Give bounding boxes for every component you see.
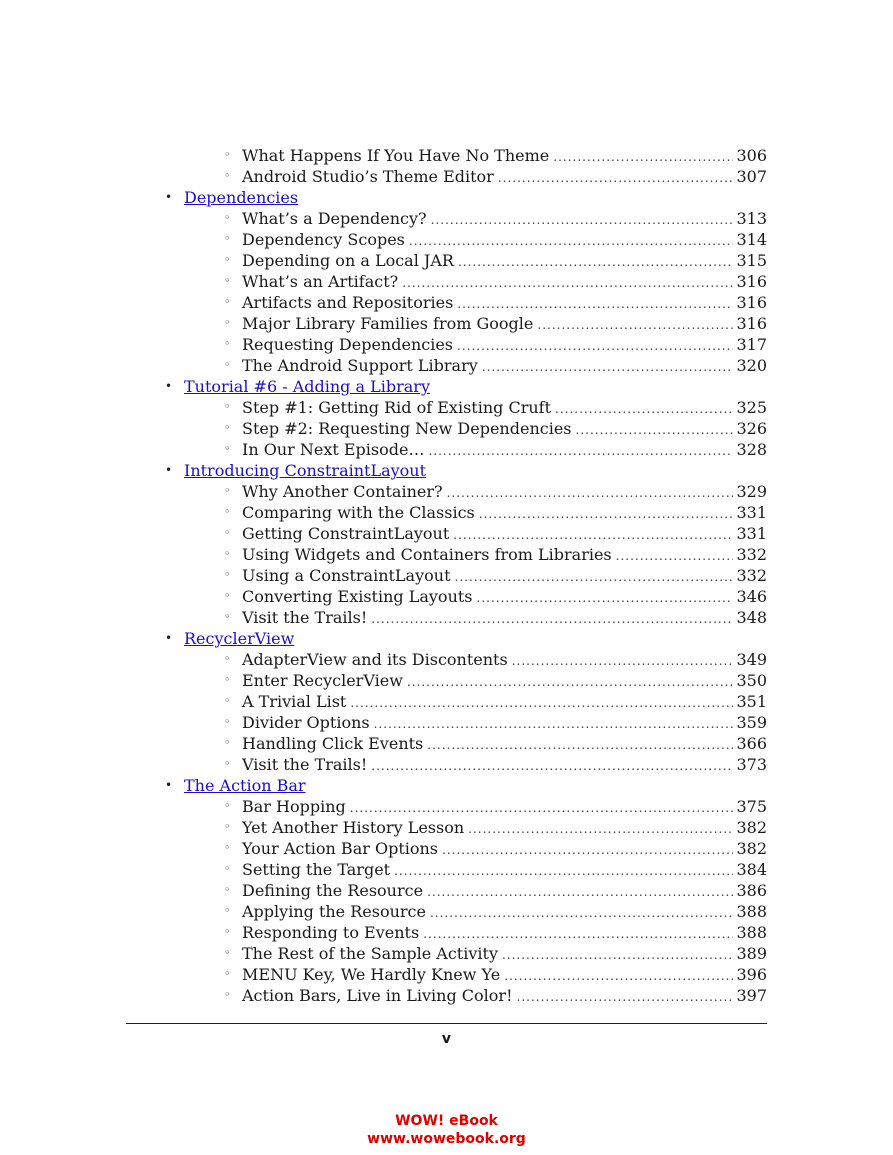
section-title: A Trivial List	[242, 692, 347, 711]
dot-leader	[537, 315, 733, 336]
circle-bullet-icon: ◦	[224, 211, 231, 224]
toc-section-row	[0, 481, 893, 502]
page-number: 307	[736, 167, 767, 186]
toc-chapter-row	[0, 775, 893, 796]
toc-entry[interactable]	[242, 523, 767, 546]
circle-bullet-icon: ◦	[224, 652, 231, 665]
page-number: 332	[736, 545, 767, 564]
page-number: 331	[736, 524, 767, 543]
watermark-line-2: www.wowebook.org	[367, 1131, 526, 1147]
section-title: In Our Next Episode…	[242, 440, 425, 459]
toc-entry[interactable]	[242, 544, 767, 567]
section-title: Visit the Trails!	[242, 755, 368, 774]
toc-section-row	[0, 313, 893, 334]
toc-section-row	[0, 964, 893, 985]
dot-leader	[555, 399, 733, 420]
toc-section-row	[0, 250, 893, 271]
dot-leader	[504, 966, 733, 987]
page-number: 386	[736, 881, 767, 900]
circle-bullet-icon: ◦	[224, 925, 231, 938]
toc-entry[interactable]	[242, 880, 767, 903]
circle-bullet-icon: ◦	[224, 316, 231, 329]
circle-bullet-icon: ◦	[224, 505, 231, 518]
toc-entry[interactable]	[242, 838, 767, 861]
section-title: What’s an Artifact?	[242, 272, 399, 291]
page-number: 389	[736, 944, 767, 963]
page-number: 382	[736, 818, 767, 837]
circle-bullet-icon: ◦	[224, 232, 231, 245]
toc-entry[interactable]	[242, 250, 767, 273]
page-number: 331	[736, 503, 767, 522]
toc-section-row	[0, 733, 893, 754]
page-footer-number: v	[441, 1031, 452, 1047]
toc-section-row	[0, 607, 893, 628]
page-number: 348	[736, 608, 767, 627]
circle-bullet-icon: ◦	[224, 715, 231, 728]
circle-bullet-icon: ◦	[224, 946, 231, 959]
toc-chapter-row	[0, 460, 893, 481]
bullet-icon: •	[165, 190, 173, 204]
section-title: Comparing with the Classics	[242, 503, 475, 522]
circle-bullet-icon: ◦	[224, 148, 231, 161]
section-title: Android Studio’s Theme Editor	[242, 167, 494, 186]
section-title: The Android Support Library	[242, 356, 478, 375]
page-number: 346	[736, 587, 767, 606]
toc-chapter-row	[0, 187, 893, 208]
toc-entry[interactable]	[242, 712, 767, 735]
circle-bullet-icon: ◦	[224, 421, 231, 434]
toc-entry[interactable]	[242, 334, 767, 357]
dot-leader	[576, 420, 734, 441]
toc-section-row	[0, 502, 893, 523]
page-number: 373	[736, 755, 767, 774]
toc-chapter-row	[0, 376, 893, 397]
section-title: Artifacts and Repositories	[242, 293, 454, 312]
dot-leader	[407, 672, 734, 693]
toc-section-row	[0, 859, 893, 880]
dot-leader	[502, 945, 733, 966]
circle-bullet-icon: ◦	[224, 694, 231, 707]
circle-bullet-icon: ◦	[224, 253, 231, 266]
chapter-link[interactable]: Tutorial #6 - Adding a Library	[184, 377, 430, 396]
section-title: Step #1: Getting Rid of Existing Cruft	[242, 398, 551, 417]
page-number: 375	[736, 797, 767, 816]
toc-section-row	[0, 649, 893, 670]
page-number: 382	[736, 839, 767, 858]
toc-entry[interactable]	[242, 817, 767, 840]
circle-bullet-icon: ◦	[224, 673, 231, 686]
dot-leader	[482, 357, 734, 378]
toc-entry[interactable]	[242, 607, 767, 630]
circle-bullet-icon: ◦	[224, 799, 231, 812]
dot-leader	[447, 483, 734, 504]
bullet-icon: •	[165, 778, 173, 792]
toc-section-row	[0, 292, 893, 313]
toc-entry[interactable]	[242, 943, 767, 966]
page-number: 317	[736, 335, 767, 354]
page-number: 329	[736, 482, 767, 501]
dot-leader	[457, 294, 733, 315]
section-title: MENU Key, We Hardly Knew Ye	[242, 965, 501, 984]
toc-entry[interactable]	[242, 355, 767, 378]
page-number: 325	[736, 398, 767, 417]
section-title: Why Another Container?	[242, 482, 443, 501]
section-title: Your Action Bar Options	[242, 839, 439, 858]
dot-leader	[512, 651, 734, 672]
dot-leader	[427, 882, 733, 903]
toc-entry[interactable]	[242, 586, 767, 609]
dot-leader	[455, 567, 734, 588]
section-title: Depending on a Local JAR	[242, 251, 454, 270]
dot-leader	[402, 273, 733, 294]
toc-section-row	[0, 796, 893, 817]
page-number: 316	[736, 293, 767, 312]
section-title: Enter RecyclerView	[242, 671, 403, 690]
circle-bullet-icon: ◦	[224, 442, 231, 455]
section-title: Setting the Target	[242, 860, 391, 879]
bullet-icon: •	[165, 463, 173, 477]
dot-leader	[374, 714, 734, 735]
dot-leader	[616, 546, 734, 567]
toc-section-row	[0, 208, 893, 229]
section-title: Yet Another History Lesson	[242, 818, 465, 837]
dot-leader	[553, 147, 733, 168]
section-title: Defining the Resource	[242, 881, 424, 900]
section-title: Requesting Dependencies	[242, 335, 454, 354]
dot-leader	[458, 252, 734, 273]
circle-bullet-icon: ◦	[224, 358, 231, 371]
toc-entry[interactable]	[242, 649, 767, 672]
toc-entry[interactable]	[242, 313, 767, 336]
page-number: 349	[736, 650, 767, 669]
toc-entry[interactable]	[242, 208, 767, 231]
toc-section-row	[0, 901, 893, 922]
dot-leader	[431, 210, 734, 231]
section-title: Action Bars, Live in Living Color!	[242, 986, 513, 1005]
page-number: 397	[736, 986, 767, 1005]
toc-entry[interactable]	[242, 292, 767, 315]
toc-section-row	[0, 523, 893, 544]
toc-section-row	[0, 229, 893, 250]
circle-bullet-icon: ◦	[224, 526, 231, 539]
circle-bullet-icon: ◦	[224, 484, 231, 497]
circle-bullet-icon: ◦	[224, 967, 231, 980]
toc-entry[interactable]	[242, 565, 767, 588]
page-number: 328	[736, 440, 767, 459]
dot-leader	[453, 525, 733, 546]
section-title: Visit the Trails!	[242, 608, 368, 627]
toc-entry[interactable]	[242, 754, 767, 777]
dot-leader	[371, 756, 733, 777]
chapter-link[interactable]: RecyclerView	[184, 629, 295, 648]
toc-entry[interactable]	[242, 985, 767, 1008]
section-title: Responding to Events	[242, 923, 420, 942]
toc-entry[interactable]	[242, 502, 767, 525]
toc-section-row	[0, 922, 893, 943]
toc-section-row	[0, 670, 893, 691]
circle-bullet-icon: ◦	[224, 820, 231, 833]
page-number: 332	[736, 566, 767, 585]
toc-section-row	[0, 943, 893, 964]
page-number: 315	[736, 251, 767, 270]
table-of-contents	[0, 145, 893, 1006]
toc-section-row	[0, 838, 893, 859]
section-title: Handling Click Events	[242, 734, 424, 753]
dot-leader	[394, 861, 733, 882]
dot-leader	[350, 693, 733, 714]
toc-entry[interactable]	[242, 439, 767, 462]
toc-entry[interactable]	[242, 418, 767, 441]
page-number: 384	[736, 860, 767, 879]
toc-section-row	[0, 166, 893, 187]
dot-leader	[477, 588, 734, 609]
section-title: Dependency Scopes	[242, 230, 405, 249]
circle-bullet-icon: ◦	[224, 547, 231, 560]
toc-section-row	[0, 271, 893, 292]
circle-bullet-icon: ◦	[224, 589, 231, 602]
section-title: Bar Hopping	[242, 797, 346, 816]
page-number: 388	[736, 923, 767, 942]
toc-section-row	[0, 334, 893, 355]
watermark	[0, 1112, 893, 1148]
chapter-link[interactable]: Dependencies	[184, 188, 299, 207]
circle-bullet-icon: ◦	[224, 841, 231, 854]
toc-entry[interactable]	[242, 964, 767, 987]
page-number: 366	[736, 734, 767, 753]
dot-leader	[457, 336, 733, 357]
chapter-link[interactable]: The Action Bar	[184, 776, 306, 795]
page-number: 359	[736, 713, 767, 732]
dot-leader	[409, 231, 734, 252]
toc-entry[interactable]	[242, 229, 767, 252]
page-number: 388	[736, 902, 767, 921]
dot-leader	[430, 903, 733, 924]
page-number: 351	[736, 692, 767, 711]
circle-bullet-icon: ◦	[224, 736, 231, 749]
toc-section-row	[0, 586, 893, 607]
dot-leader	[427, 735, 733, 756]
circle-bullet-icon: ◦	[224, 400, 231, 413]
circle-bullet-icon: ◦	[224, 757, 231, 770]
page-number: 316	[736, 272, 767, 291]
page-number: 306	[736, 146, 767, 165]
bullet-icon: •	[165, 379, 173, 393]
watermark-line-1: WOW! eBook	[395, 1113, 498, 1129]
toc-section-row	[0, 397, 893, 418]
chapter-link[interactable]: Introducing ConstraintLayout	[184, 461, 427, 480]
dot-leader	[468, 819, 733, 840]
circle-bullet-icon: ◦	[224, 883, 231, 896]
section-title: What’s a Dependency?	[242, 209, 427, 228]
page-number: 326	[736, 419, 767, 438]
page-number: 320	[736, 356, 767, 375]
section-title: Divider Options	[242, 713, 370, 732]
section-title: The Rest of the Sample Activity	[242, 944, 498, 963]
toc-entry[interactable]	[242, 796, 767, 819]
toc-section-row	[0, 691, 893, 712]
toc-entry[interactable]	[242, 901, 767, 924]
toc-section-row	[0, 880, 893, 901]
toc-section-row	[0, 754, 893, 775]
page-number: 314	[736, 230, 767, 249]
toc-entry[interactable]	[242, 859, 767, 882]
page-number: 396	[736, 965, 767, 984]
toc-section-row	[0, 544, 893, 565]
circle-bullet-icon: ◦	[224, 169, 231, 182]
toc-entry[interactable]	[242, 670, 767, 693]
toc-section-row	[0, 355, 893, 376]
dot-leader	[442, 840, 733, 861]
dot-leader	[371, 609, 733, 630]
toc-section-row	[0, 985, 893, 1006]
dot-leader	[350, 798, 734, 819]
section-title: Using a ConstraintLayout	[242, 566, 451, 585]
toc-entry[interactable]	[242, 397, 767, 420]
toc-chapter-row	[0, 628, 893, 649]
dot-leader	[498, 168, 734, 189]
circle-bullet-icon: ◦	[224, 274, 231, 287]
dot-leader	[479, 504, 734, 525]
page-number: 350	[736, 671, 767, 690]
section-title: AdapterView and its Discontents	[242, 650, 508, 669]
page-number: 316	[736, 314, 767, 333]
section-title: Applying the Resource	[242, 902, 426, 921]
toc-section-row	[0, 418, 893, 439]
toc-entry[interactable]	[242, 481, 767, 504]
circle-bullet-icon: ◦	[224, 904, 231, 917]
toc-entry[interactable]	[242, 166, 767, 189]
toc-entry[interactable]	[242, 145, 767, 168]
section-title: What Happens If You Have No Theme	[242, 146, 550, 165]
dot-leader	[423, 924, 733, 945]
toc-entry[interactable]	[242, 733, 767, 756]
section-title: Using Widgets and Containers from Libraries	[242, 545, 612, 564]
circle-bullet-icon: ◦	[224, 862, 231, 875]
circle-bullet-icon: ◦	[224, 337, 231, 350]
toc-section-row	[0, 565, 893, 586]
dot-leader	[428, 441, 733, 462]
circle-bullet-icon: ◦	[224, 568, 231, 581]
circle-bullet-icon: ◦	[224, 295, 231, 308]
circle-bullet-icon: ◦	[224, 610, 231, 623]
bullet-icon: •	[165, 631, 173, 645]
section-title: Major Library Families from Google	[242, 314, 534, 333]
toc-entry[interactable]	[242, 691, 767, 714]
section-title: Getting ConstraintLayout	[242, 524, 450, 543]
toc-section-row	[0, 439, 893, 460]
toc-section-row	[0, 817, 893, 838]
footer-rule	[126, 1023, 767, 1024]
toc-entry[interactable]	[242, 271, 767, 294]
circle-bullet-icon: ◦	[224, 988, 231, 1001]
toc-section-row	[0, 145, 893, 166]
section-title: Step #2: Requesting New Dependencies	[242, 419, 572, 438]
section-title: Converting Existing Layouts	[242, 587, 473, 606]
toc-section-row	[0, 712, 893, 733]
toc-entry[interactable]	[242, 922, 767, 945]
dot-leader	[517, 987, 734, 1008]
page-number: 313	[736, 209, 767, 228]
